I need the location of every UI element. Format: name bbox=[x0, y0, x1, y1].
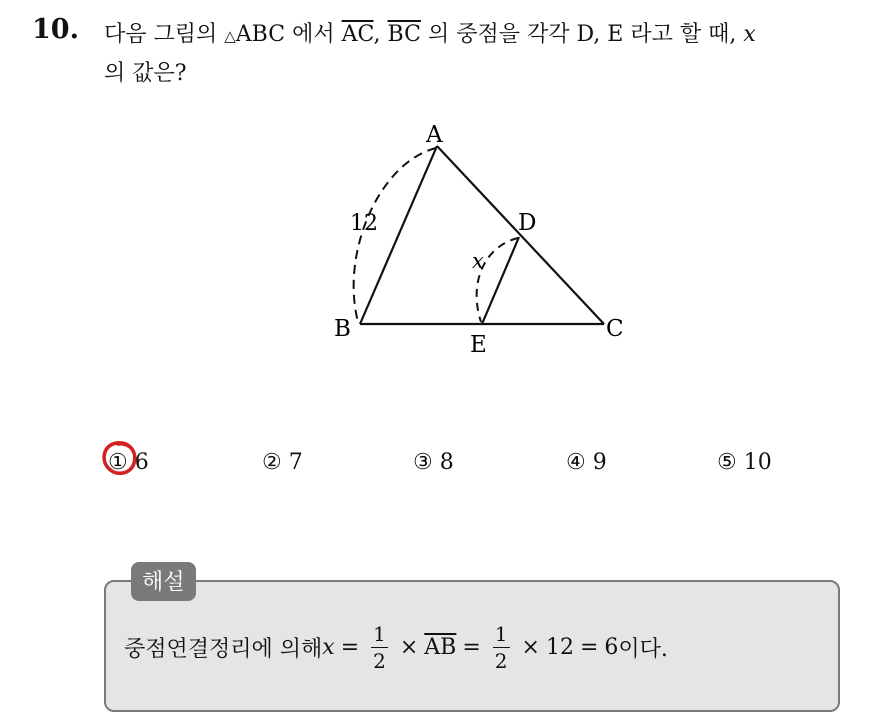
segment-ac: $\overline{AC}$ bbox=[341, 22, 374, 47]
label-e: E bbox=[470, 332, 487, 358]
segment-de bbox=[482, 237, 519, 324]
fraction-2 bbox=[493, 624, 510, 671]
fraction-1 bbox=[371, 624, 388, 671]
fraction-1-denominator: 2 bbox=[373, 649, 386, 673]
question-text-b: ABC 에서 bbox=[235, 22, 342, 47]
solution-eq-2: = bbox=[462, 635, 481, 660]
question-text-a: 다음 그림의 bbox=[104, 22, 225, 47]
solution-x: x bbox=[322, 635, 335, 660]
solution-times-2: × bbox=[521, 635, 540, 660]
question-text-d: 의 중점을 각각 D, E 라고 할 때, bbox=[420, 22, 744, 47]
choice-1-mark: ① bbox=[108, 450, 128, 475]
label-b: B bbox=[334, 316, 351, 342]
segment-ab: $\overline{AB}$ bbox=[424, 635, 457, 660]
choice-3-value: 8 bbox=[439, 450, 454, 475]
solution-six: 6 bbox=[604, 635, 619, 660]
choice-5-value: 10 bbox=[743, 450, 772, 475]
fraction-2-denominator: 2 bbox=[494, 649, 508, 673]
choice-5[interactable] bbox=[717, 450, 772, 475]
triangle-figure bbox=[320, 112, 640, 362]
label-x: x bbox=[472, 249, 484, 273]
fraction-1-numerator: 1 bbox=[373, 622, 386, 646]
fraction-2-numerator: 1 bbox=[494, 622, 508, 646]
solution-tag: 해설 bbox=[131, 562, 196, 601]
variable-x: x bbox=[743, 22, 756, 47]
choice-3[interactable] bbox=[413, 450, 454, 475]
choice-2-value: 7 bbox=[288, 450, 303, 475]
solution-text-b: 이다. bbox=[618, 637, 668, 662]
label-d: D bbox=[518, 210, 537, 236]
question-text-line1 bbox=[104, 17, 756, 48]
choice-2-mark: ② bbox=[262, 450, 282, 475]
answer-circle-mark bbox=[101, 438, 139, 478]
choice-2[interactable] bbox=[262, 450, 303, 475]
segment-bc: $\overline{BC}$ bbox=[387, 22, 421, 47]
solution-text-a: 중점연결정리에 의해 bbox=[124, 637, 323, 662]
choice-4-mark: ④ bbox=[566, 450, 586, 475]
choice-5-mark: ⑤ bbox=[717, 450, 737, 475]
solution-eq-1: = bbox=[340, 635, 360, 660]
triangle-symbol: △ bbox=[224, 27, 236, 45]
label-c: C bbox=[606, 316, 624, 342]
label-length-ab: 12 bbox=[350, 211, 378, 236]
question-text-c: , bbox=[373, 22, 388, 47]
solution-eq-3: = bbox=[579, 635, 599, 660]
label-a: A bbox=[426, 122, 443, 148]
choice-4[interactable] bbox=[566, 450, 607, 475]
choice-1-value: 6 bbox=[134, 450, 149, 475]
solution-times-1: × bbox=[399, 635, 419, 660]
question-text-line2: 의 값은? bbox=[104, 61, 187, 86]
choice-4-value: 9 bbox=[592, 450, 607, 475]
question-number: 10. bbox=[32, 14, 79, 45]
solution-text bbox=[124, 624, 668, 671]
solution-twelve: 12 bbox=[545, 635, 574, 660]
choice-3-mark: ③ bbox=[413, 450, 433, 475]
